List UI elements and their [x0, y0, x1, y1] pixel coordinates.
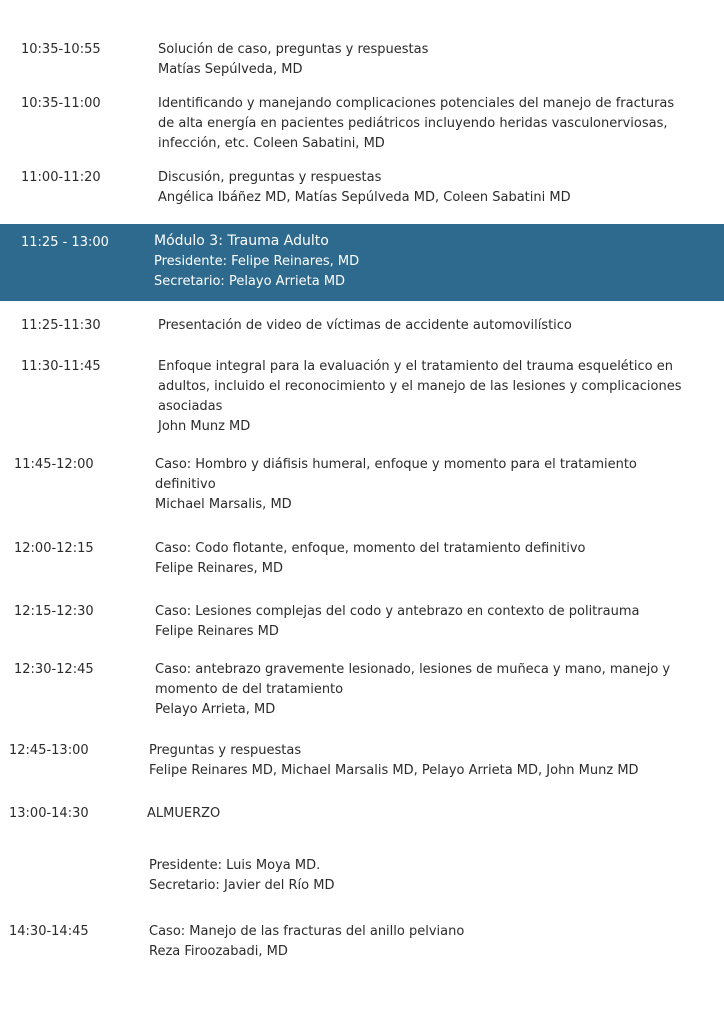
session-speaker: John Munz MD: [158, 419, 251, 434]
session-secretary: Secretario: Javier del Río MD: [149, 878, 335, 893]
session-speaker: Michael Marsalis, MD: [155, 497, 292, 512]
session-title: ALMUERZO: [147, 806, 221, 821]
time-slot: 12:45-13:00: [9, 743, 89, 758]
session-title: asociadas: [158, 399, 223, 414]
time-slot: 14:30-14:45: [9, 924, 89, 939]
session-speaker: Angélica Ibáñez MD, Matías Sepúlveda MD, Coleen Sabatini MD: [158, 190, 571, 205]
session-speaker: Felipe Reinares, MD: [155, 561, 283, 576]
session-title: momento de del tratamiento: [155, 682, 344, 697]
module-secretary: Secretario: Pelayo Arrieta MD: [154, 274, 346, 289]
session-speaker: Felipe Reinares MD: [155, 624, 279, 639]
time-slot: 11:30-11:45: [21, 359, 101, 374]
session-title: Enfoque integral para la evaluación y el tratamiento del trauma esquelético en: [158, 359, 673, 374]
time-slot: 10:35-10:55: [21, 42, 101, 57]
session-description: [158, 94, 674, 154]
session-title: Solución de caso, preguntas y respuestas: [158, 42, 429, 57]
session-title: Caso: antebrazo gravemente lesionado, lesiones de muñeca y mano, manejo y: [155, 662, 671, 677]
session-title: Caso: Manejo de las fracturas del anillo pelviano: [149, 924, 465, 939]
session-title: Caso: Hombro y diáfisis humeral, enfoque y momento para el tratamiento: [155, 457, 637, 472]
session-title: Presentación de video de víctimas de accidente automovilístico: [158, 318, 572, 333]
session-description: [158, 168, 571, 208]
time-slot: 12:15-12:30: [14, 604, 94, 619]
time-slot: 10:35-11:00: [21, 96, 101, 111]
session-description: [155, 455, 637, 515]
module-title: Módulo 3: Trauma Adulto: [154, 233, 329, 249]
session-description: [158, 357, 682, 437]
session-description: [155, 539, 586, 579]
session-title: Caso: Codo flotante, enfoque, momento del tratamiento definitivo: [155, 541, 586, 556]
session-title: Identificando y manejando complicaciones potenciales del manejo de fracturas: [158, 96, 675, 111]
time-slot: 13:00-14:30: [9, 806, 89, 821]
session-title: Discusión, preguntas y respuestas: [158, 170, 382, 185]
session-description: [155, 660, 670, 720]
time-slot: 11:00-11:20: [21, 170, 101, 185]
session-speaker: Felipe Reinares MD, Michael Marsalis MD, Pelayo Arrieta MD, John Munz MD: [149, 763, 639, 778]
session-title: de alta energía en pacientes pediátricos incluyendo heridas vasculonerviosas,: [158, 116, 668, 131]
session-speaker: infección, etc. Coleen Sabatini, MD: [158, 136, 385, 151]
time-slot: 11:25-11:30: [21, 318, 101, 333]
session-description: [158, 40, 428, 80]
module-president: Presidente: Felipe Reinares, MD: [154, 254, 360, 269]
session-description: [158, 316, 572, 336]
time-slot: 12:00-12:15: [14, 541, 94, 556]
session-title: Preguntas y respuestas: [149, 743, 302, 758]
time-slot: 12:30-12:45: [14, 662, 94, 677]
session-title: Caso: Lesiones complejas del codo y antebrazo en contexto de politrauma: [155, 604, 640, 619]
session-president: Presidente: Luis Moya MD.: [149, 858, 321, 873]
module-time-slot: 11:25 - 13:00: [21, 235, 109, 250]
session-title: adultos, incluido el reconocimiento y el manejo de las lesiones y complicaciones: [158, 379, 682, 394]
session-description: [155, 602, 639, 642]
module-details: [154, 231, 359, 292]
session-speaker: Reza Firoozabadi, MD: [149, 944, 288, 959]
session-description: [149, 856, 334, 896]
session-title: definitivo: [155, 477, 216, 492]
session-description: [149, 741, 639, 781]
session-description: [149, 922, 464, 962]
time-slot: 11:45-12:00: [14, 457, 94, 472]
session-speaker: Pelayo Arrieta, MD: [155, 702, 276, 717]
session-speaker: Matías Sepúlveda, MD: [158, 62, 303, 77]
session-description: [147, 804, 220, 824]
module-header-band: [0, 224, 724, 301]
